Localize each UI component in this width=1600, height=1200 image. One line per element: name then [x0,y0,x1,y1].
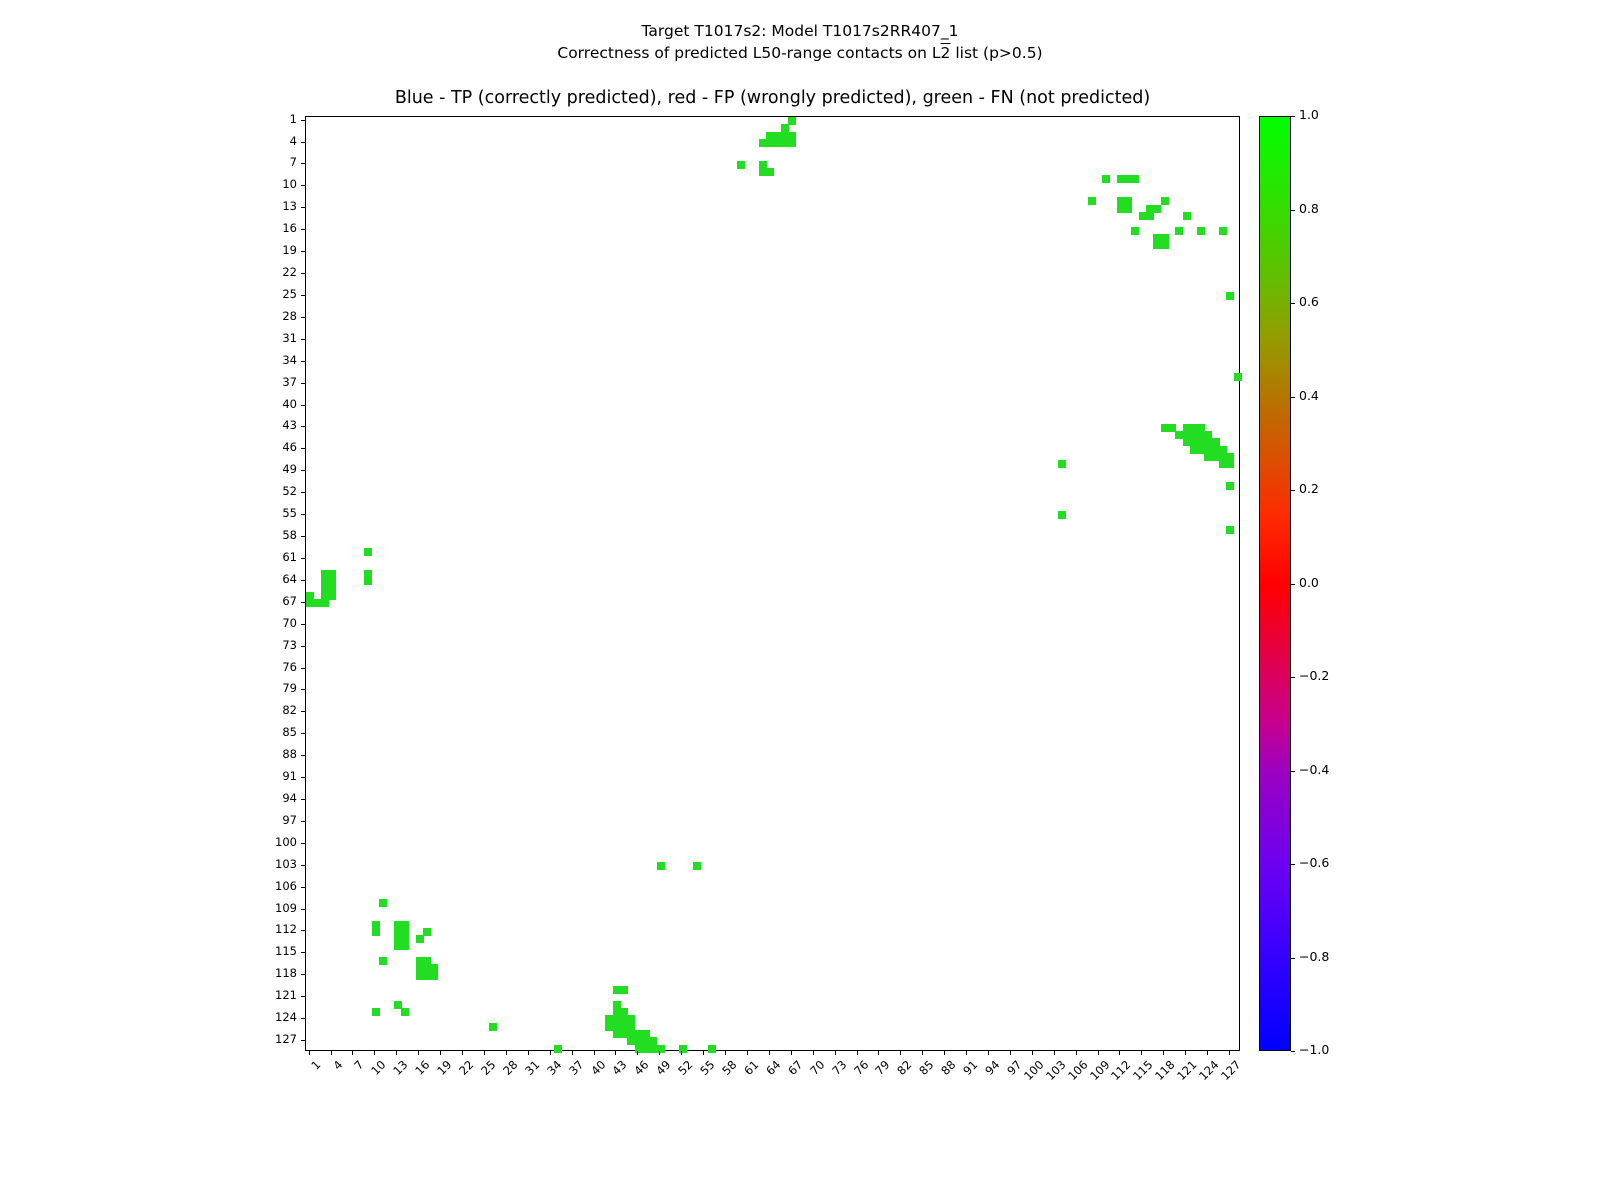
y-axis-tick-label: 34 [282,352,297,367]
contact-cell [1131,175,1139,183]
colorbar-tick-label: 0.6 [1299,294,1319,309]
colorbar-tick-label: 0.2 [1299,481,1319,496]
y-axis-tick-label: 91 [282,769,297,784]
contact-cell [657,1045,665,1053]
y-axis-tick-mark [301,317,305,318]
x-axis-tick-label: 109 [1086,1057,1113,1084]
x-axis-tick-mark [550,1051,551,1055]
x-axis-tick-label: 34 [543,1057,565,1078]
y-axis-tick-mark [301,646,305,647]
contact-cell [737,161,745,169]
x-axis-tick-mark [857,1051,858,1055]
x-axis-tick-mark [1098,1051,1099,1055]
suptitle-line-2-pre: Correctness of predicted L50-range contacts on L [557,44,941,62]
y-axis-tick-mark [301,339,305,340]
colorbar-tick-label: 0.8 [1299,200,1319,216]
colorbar-tick-mark [1291,490,1295,491]
x-axis-tick-label: 37 [565,1057,587,1078]
contact-cell [1226,460,1234,468]
x-axis-tick-label: 10 [368,1057,389,1078]
x-axis-tick-label: 58 [719,1057,740,1078]
y-axis-tick-mark [301,1018,305,1019]
contact-cell [1058,511,1066,519]
x-axis-tick-label: 13 [390,1057,411,1078]
x-axis-tick-mark [681,1051,682,1055]
x-axis-tick-label: 22 [456,1057,477,1078]
x-axis-tick-label: 61 [741,1057,762,1078]
suptitle-line-2-post: list (p>0.5) [950,44,1043,62]
y-axis-tick-label: 124 [275,1010,297,1025]
contact-cell [708,1045,716,1053]
x-axis-tick-mark [835,1051,836,1055]
colorbar-tick-label: −0.4 [1299,761,1330,777]
x-axis-tick-mark [615,1051,616,1055]
y-axis-tick-label: 28 [282,308,297,323]
y-axis-tick-mark [301,909,305,910]
x-axis-tick-mark [1010,1051,1011,1055]
contact-cell [401,942,409,950]
x-axis-tick-label: 79 [872,1057,893,1078]
figure-suptitle [0,20,1600,64]
x-axis-tick-mark [878,1051,879,1055]
colorbar-tick-mark [1291,958,1295,959]
colorbar [1259,116,1291,1051]
x-axis-tick-label: 67 [784,1057,806,1078]
y-axis-tick-mark [301,733,305,734]
x-axis-tick-mark [462,1051,463,1055]
y-axis-tick-label: 121 [275,988,297,1003]
x-axis-tick-label: 70 [806,1057,828,1078]
contact-cell [401,1008,409,1016]
y-axis-tick-mark [301,514,305,515]
contact-cell [554,1045,562,1053]
colorbar-tick-mark [1291,1051,1295,1052]
y-axis-tick-label: 1 [289,111,297,126]
y-axis-tick-mark [301,120,305,121]
y-axis-tick-label: 19 [282,243,297,258]
contact-cell [657,862,665,870]
x-axis-tick-mark [484,1051,485,1055]
y-axis-tick-label: 88 [282,747,297,762]
contact-cell [1161,241,1169,249]
x-axis-tick-label: 106 [1064,1057,1091,1084]
contact-cell [1124,205,1132,213]
contact-cell [364,577,372,585]
y-axis-tick-mark [301,711,305,712]
contact-cell [321,599,329,607]
x-axis-tick-mark [1076,1051,1077,1055]
y-axis-tick-mark [301,799,305,800]
x-axis-tick-label: 100 [1020,1057,1047,1084]
y-axis-tick-mark [301,843,305,844]
x-axis-tick-label: 103 [1042,1057,1069,1084]
contact-cell [1102,175,1110,183]
x-axis-tick-label: 94 [982,1057,1003,1078]
x-axis-tick-mark [747,1051,748,1055]
x-axis-tick-label: 40 [587,1057,609,1078]
y-axis-tick-label: 61 [282,549,297,564]
colorbar-tick-mark [1291,584,1295,585]
contact-cell [1226,292,1234,300]
x-axis-tick-label: 85 [916,1057,937,1078]
contact-cell [1183,212,1191,220]
y-axis-tick-label: 115 [275,944,297,959]
x-axis-tick-label: 88 [938,1057,959,1078]
y-axis-tick-label: 100 [275,834,297,849]
x-axis-tick-label: 55 [697,1057,718,1078]
x-axis-tick-label: 49 [653,1057,674,1078]
y-axis-tick-label: 127 [275,1032,297,1047]
y-axis-tick-label: 97 [282,812,297,827]
colorbar-tick-mark [1291,677,1295,678]
y-axis-tick-mark [301,887,305,888]
y-axis-tick-label: 43 [282,418,297,433]
x-axis-tick-mark [1207,1051,1208,1055]
contact-cell [423,928,431,936]
contact-cell [1197,227,1205,235]
contact-cell [1226,482,1234,490]
x-axis-tick-label: 91 [960,1057,981,1078]
y-axis-tick-mark [301,865,305,866]
x-axis-tick-label: 4 [329,1057,346,1073]
x-axis-tick-mark [418,1051,419,1055]
y-axis-tick-mark [301,952,305,953]
colorbar-tick-label: 0.4 [1299,387,1319,403]
x-axis-tick-mark [813,1051,814,1055]
y-axis-tick-mark [301,777,305,778]
y-axis-tick-mark [301,448,305,449]
colorbar-tick-label: −0.8 [1299,948,1330,964]
x-axis-tick-mark [703,1051,704,1055]
x-axis-tick-mark [396,1051,397,1055]
x-axis-tick-mark [900,1051,901,1055]
colorbar-tick-mark [1291,303,1295,304]
x-axis-tick-label: 16 [412,1057,433,1078]
x-axis-tick-mark [1119,1051,1120,1055]
contact-cell [372,1008,380,1016]
y-axis-tick-mark [301,558,305,559]
y-axis-tick-label: 49 [282,462,297,477]
y-axis-tick-mark [301,1040,305,1041]
colorbar-tick-mark [1291,397,1295,398]
suptitle-line-2-fraction: 2 [940,44,951,62]
x-axis-tick-label: 64 [763,1057,784,1078]
axes-title-legend: Blue - TP (correctly predicted), red - FP (wrongly predicted), green - FN (not predicted) [394,88,1151,108]
contact-cell [372,928,380,936]
y-axis-tick-label: 70 [282,615,297,630]
y-axis-tick-mark [301,405,305,406]
contact-cell [416,935,424,943]
x-axis-tick-mark [572,1051,573,1055]
y-axis-tick-label: 58 [282,528,297,543]
x-axis-tick-mark [1163,1051,1164,1055]
x-axis-tick-mark [966,1051,967,1055]
y-axis-tick-label: 16 [282,221,297,236]
x-axis-tick-label: 127 [1218,1057,1244,1084]
contact-cell [1058,460,1066,468]
contact-map-plot[interactable] [305,116,1240,1051]
colorbar-tick-mark [1291,771,1295,772]
y-axis-tick-label: 52 [282,484,297,499]
y-axis-tick-mark [301,295,305,296]
y-axis-tick-label: 13 [282,199,297,214]
contact-cell [1175,227,1183,235]
y-axis-tick-label: 37 [282,374,297,389]
y-axis-tick-label: 31 [282,330,297,345]
x-axis-tick-label: 121 [1174,1057,1200,1084]
contact-cell [489,1023,497,1031]
y-axis-tick-label: 40 [282,396,297,411]
y-axis-tick-label: 4 [289,133,297,148]
x-axis-tick-label: 118 [1152,1057,1178,1084]
colorbar-tick-label: −0.2 [1299,668,1330,683]
y-axis-tick-label: 22 [282,265,297,280]
y-axis-tick-mark [301,974,305,975]
contact-cell [379,957,387,965]
x-axis-tick-mark [725,1051,726,1055]
y-axis-tick-label: 67 [282,593,297,608]
y-axis-tick-mark [301,142,305,143]
y-axis-tick-label: 85 [282,725,297,740]
contact-cell [1161,197,1169,205]
y-axis-tick-mark [301,273,305,274]
x-axis-tick-mark [1185,1051,1186,1055]
x-axis-tick-mark [309,1051,310,1055]
x-axis-tick-mark [331,1051,332,1055]
colorbar-tick-mark [1291,864,1295,865]
y-axis-tick-label: 106 [275,878,297,893]
x-axis-tick-label: 52 [675,1057,696,1078]
y-axis-tick-mark [301,755,305,756]
contact-cell [1219,227,1227,235]
x-axis-tick-label: 73 [828,1057,850,1078]
y-axis-tick-mark [301,229,305,230]
y-axis-tick-mark [301,821,305,822]
y-axis-tick-mark [301,207,305,208]
x-axis-tick-label: 7 [351,1057,367,1073]
y-axis-tick-mark [301,668,305,669]
x-axis-tick-label: 115 [1130,1057,1156,1084]
colorbar-tick-label: −1.0 [1299,1042,1330,1057]
y-axis-tick-label: 118 [275,966,297,981]
y-axis-tick-mark [301,426,305,427]
y-axis-tick-label: 82 [282,703,297,718]
x-axis-tick-mark [637,1051,638,1055]
contact-cell [364,548,372,556]
x-axis-tick-mark [374,1051,375,1055]
contact-cell [766,168,774,176]
contact-cell [1131,227,1139,235]
x-axis-tick-mark [1229,1051,1230,1055]
y-axis-tick-label: 112 [275,922,297,937]
y-axis-tick-label: 25 [282,286,297,301]
colorbar-tick-mark [1291,210,1295,211]
contact-cell [620,986,628,994]
x-axis-tick-mark [440,1051,441,1055]
x-axis-tick-mark [922,1051,923,1055]
x-axis-tick-label: 1 [308,1057,324,1073]
y-axis-tick-mark [301,361,305,362]
y-axis-tick-mark [301,536,305,537]
x-axis-tick-label: 28 [500,1057,521,1078]
y-axis-tick-label: 64 [282,571,297,586]
x-axis-tick-mark [352,1051,353,1055]
x-axis-tick-mark [988,1051,989,1055]
y-axis-tick-label: 10 [282,177,297,192]
x-axis-tick-label: 43 [609,1057,630,1078]
contact-cell [1234,373,1242,381]
suptitle-line-1: Target T1017s2: Model T1017s2RR407_1 [641,22,959,40]
x-axis-tick-mark [1141,1051,1142,1055]
y-axis-tick-mark [301,185,305,186]
y-axis-tick-label: 103 [275,856,297,871]
x-axis-tick-label: 31 [522,1057,543,1078]
contact-cell [1146,212,1154,220]
x-axis-tick-mark [769,1051,770,1055]
x-axis-tick-label: 112 [1108,1057,1134,1084]
y-axis-tick-mark [301,251,305,252]
y-axis-tick-label: 94 [282,790,297,805]
x-axis-tick-label: 124 [1196,1057,1222,1084]
y-axis-tick-label: 76 [282,659,297,674]
colorbar-tick-label: −0.6 [1299,855,1330,870]
x-axis-tick-mark [659,1051,660,1055]
colorbar-tick-label: 0.0 [1299,574,1319,590]
x-axis-tick-mark [1032,1051,1033,1055]
contact-cell [1153,205,1161,213]
x-axis-tick-mark [594,1051,595,1055]
x-axis-tick-label: 97 [1004,1057,1025,1078]
contact-cell [788,117,796,125]
x-axis-tick-mark [944,1051,945,1055]
contact-cell [679,1045,687,1053]
x-axis-tick-label: 82 [894,1057,915,1078]
y-axis-tick-label: 46 [282,440,297,455]
y-axis-tick-label: 109 [275,900,297,915]
x-axis-tick-label: 25 [478,1057,499,1078]
colorbar-tick-mark [1291,116,1295,117]
y-axis-tick-mark [301,492,305,493]
y-axis-tick-label: 7 [289,155,297,170]
x-axis-tick-label: 76 [850,1057,871,1078]
y-axis-tick-label: 73 [282,637,297,652]
x-axis-tick-mark [506,1051,507,1055]
y-axis-tick-label: 55 [282,506,297,521]
y-axis-tick-mark [301,624,305,625]
contact-cell [328,592,336,600]
y-axis-tick-mark [301,930,305,931]
contact-cell [1226,526,1234,534]
y-axis-tick-label: 79 [282,681,297,696]
x-axis-tick-mark [1054,1051,1055,1055]
suptitle-line-2 [0,42,1600,64]
contact-cell [693,862,701,870]
y-axis-tick-mark [301,580,305,581]
x-axis-tick-mark [528,1051,529,1055]
y-axis-tick-mark [301,470,305,471]
contact-cell [379,899,387,907]
x-axis-tick-mark [791,1051,792,1055]
colorbar-tick-label: 1.0 [1299,107,1319,122]
y-axis-tick-mark [301,383,305,384]
contact-cell [430,972,438,980]
y-axis-tick-mark [301,602,305,603]
x-axis-tick-label: 46 [631,1057,652,1078]
y-axis-tick-mark [301,996,305,997]
contact-cell [788,139,796,147]
y-axis-tick-mark [301,163,305,164]
y-axis-tick-mark [301,689,305,690]
contact-cell [1088,197,1096,205]
x-axis-tick-label: 19 [434,1057,455,1078]
